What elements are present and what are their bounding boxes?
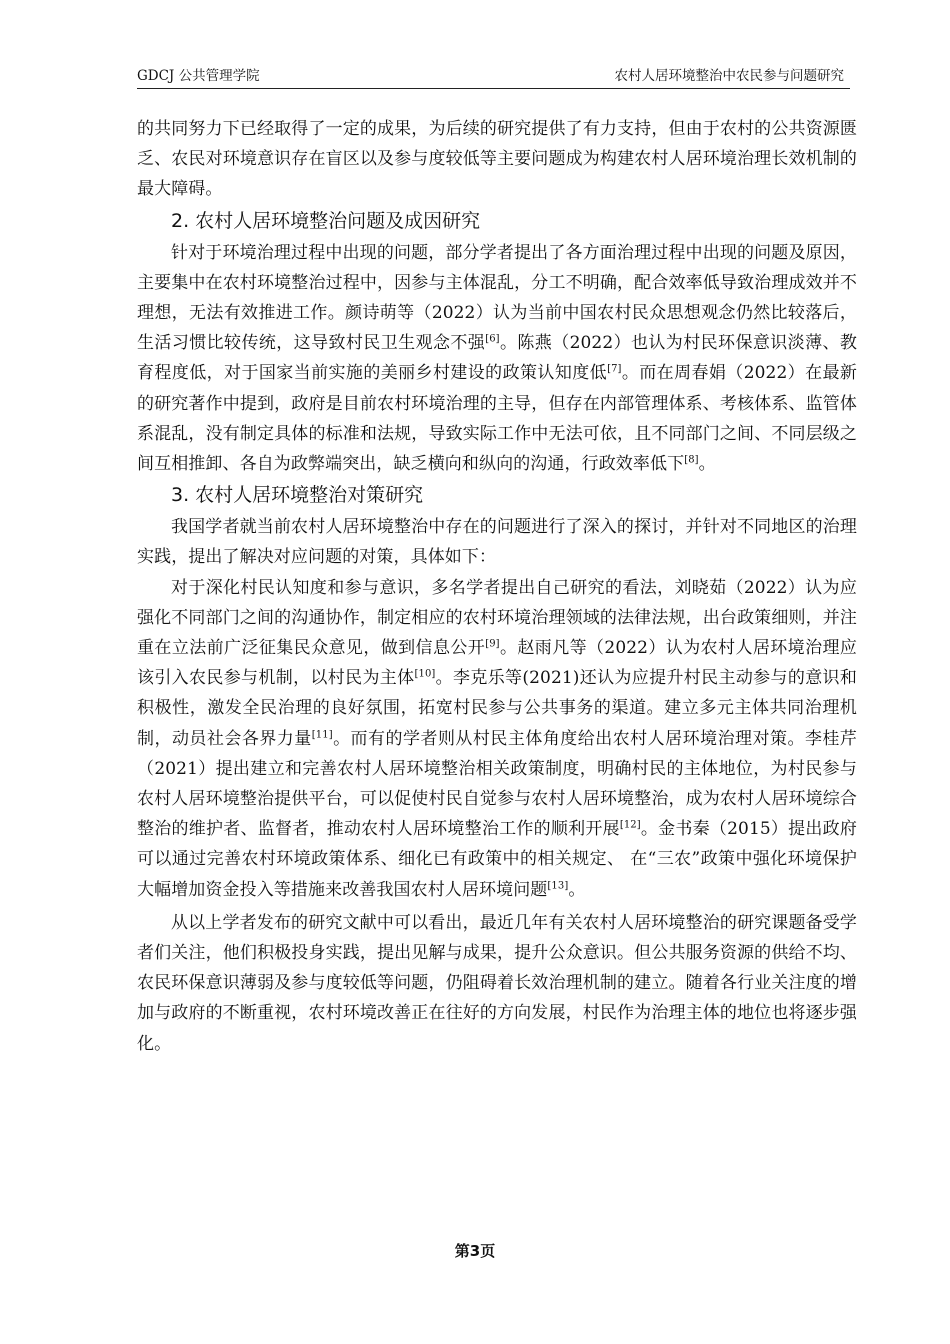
text-run: 。赵雨凡等（2022）认为农村人居环境治理应该引入农民参与机制，以村民为主体 xyxy=(137,638,857,689)
text-run: 。李克乐等(2021)还认为应提升村民主动参与的意识和积极性，激发全民治理的良好氛围，拓宽村民参与公共事务的渠道。建立多元主体共同治理机制，动员社会各界力量 xyxy=(137,668,857,749)
paragraph-continued: 的共同努力下已经取得了一定的成果，为后续的研究提供了有力支持，但由于农村的公共资源匮乏、农民对环境意识存在盲区以及参与度较低等主要问题成为构建农村人居环境治理长效机制的最大障碍。 xyxy=(137,119,857,200)
citation-ref: [10] xyxy=(414,668,436,680)
text-run: 对于深化村民认知度和参与意识，多名学者提出自己研究的看法，刘晓茹（2022）认为应强化不同部门之间的沟通协作，制定相应的农村环境治理领域的法律法规，出台政策细则，并注重在立法前广泛征集民众意见，做到信息公开 xyxy=(137,577,857,659)
paragraph-causes xyxy=(137,238,857,480)
text-run: 。金书秦（2015）提出政府可以通过完善农村环境政策体系、细化已有政策中的相关规定、 在“三农”政策中强化环境保护大幅增加资金投入等措施来改善我国农村人居环境问题 xyxy=(137,819,857,900)
section-heading-3: 3. 农村人居环境整治对策研究 xyxy=(171,484,424,507)
text-run: 。而有的学者则从村民主体角度给出农村人居环境治理对策。李桂芹（2021）提出建立和完善农村人居环境整治相关政策制度，明确村民的主体地位，为村民参与农村人居环境整治提供平台，可以促使村民自觉参与农村人居环境整治，成为农村人居环境综合整治的维护者、监督者，推动农村人居环境整治工作的顺利开展 xyxy=(137,728,857,840)
text-run: 。 xyxy=(568,879,586,900)
citation-ref: [6] xyxy=(485,333,500,345)
paragraph-summary: 从以上学者发布的研究文献中可以看出，最近几年有关农村人居环境整治的研究课题备受学者们关注，他们积极投身实践，提出见解与成果，提升公众意识。但公共服务资源的供给不均、农民环保意识薄弱及参与度较低等问题，仍阻碍着长效治理机制的建立。随着各行业关注度的增加与政府的不断重视，农村环境改善正在往好的方向发展，村民作为治理主体的地位也将逐步强化。 xyxy=(137,912,857,1054)
text-run: 。陈燕（2022）也认为村民环保意识淡薄、教育程度低，对于国家当前实施的美丽乡村建设的政策认知度低 xyxy=(137,333,857,384)
paragraph-intro-countermeasures: 我国学者就当前农村人居环境整治中存在的问题进行了深入的探讨，并针对不同地区的治理实践，提出了解决对应问题的对策，具体如下： xyxy=(137,517,857,568)
citation-ref: [12] xyxy=(619,819,641,831)
citation-ref: [7] xyxy=(607,363,622,375)
citation-ref: [11] xyxy=(311,729,333,740)
page-number: 第3页 xyxy=(454,1242,496,1260)
header-paper-title: 农村人居环境整治中农民参与问题研究 xyxy=(614,68,844,84)
paragraph-countermeasures xyxy=(137,573,857,905)
text-run: 。而在周春娟（2022）在最新的研究著作中提到，政府是目前农村环境治理的主导，但存在内部管理体系、考核体系、监管体系混乱，没有制定具体的标准和法规，导致实际工作中无法可依，且不同部门之间、不同层级之间互相推卸、各自为政弊端突出，缺乏横向和纵向的沟通，行政效率低下 xyxy=(137,363,858,475)
body-text xyxy=(137,114,857,1059)
citation-ref: [13] xyxy=(547,880,569,892)
text-run: 针对于环境治理过程中出现的问题，部分学者提出了各方面治理过程中出现的问题及原因，主要集中在农村环境整治过程中，因参与主体混乱，分工不明确，配合效率低导致治理成效并不理想，无法有效推进工作。颜诗萌等（2022）认为当前中国农村民众思想观念仍然比较落后，生活习惯比较传统，这导致村民卫生观念不强 xyxy=(137,242,857,354)
header-institution: GDCJ 公共管理学院 xyxy=(137,68,260,84)
section-heading-2: 2. 农村人居环境整治问题及成因研究 xyxy=(171,209,481,232)
citation-ref: [8] xyxy=(684,454,699,466)
citation-ref: [9] xyxy=(485,638,500,650)
running-header xyxy=(137,66,850,89)
text-run: 。 xyxy=(698,454,716,475)
